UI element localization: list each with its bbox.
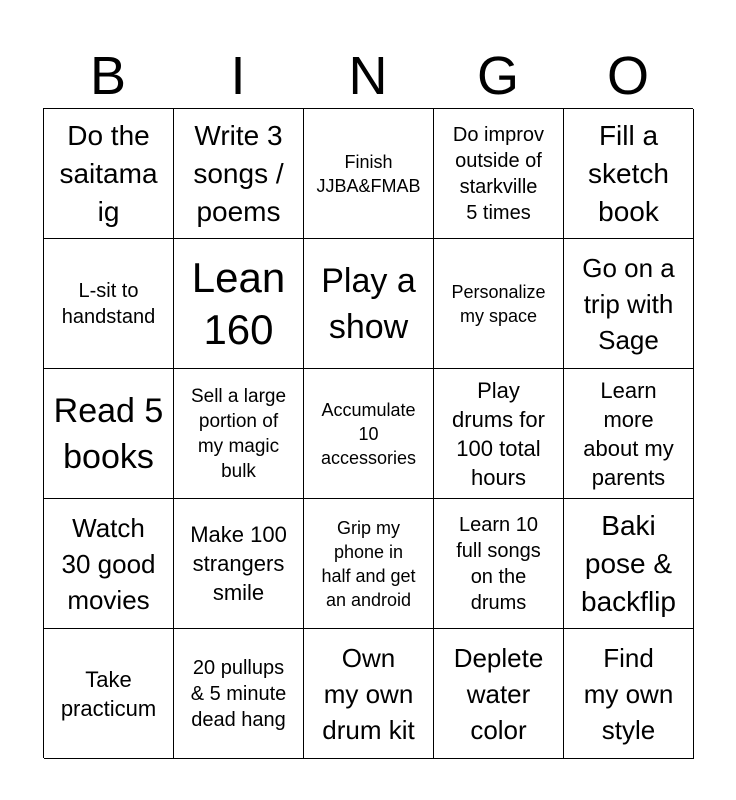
- cell-text: Grip my phone in half and get an android: [321, 517, 416, 610]
- bingo-cell: [434, 499, 564, 629]
- bingo-cell: [174, 629, 304, 759]
- bingo-cell: [304, 369, 434, 499]
- bingo-cell: [564, 239, 694, 369]
- cell-text: Find my own style: [583, 642, 674, 745]
- bingo-cell: [44, 499, 174, 629]
- cell-text: Read 5 books: [53, 391, 164, 476]
- bingo-cell: [304, 109, 434, 239]
- cell-text: Personalize my space: [451, 281, 546, 326]
- bingo-cell: [44, 239, 174, 369]
- header-letter-g: G: [476, 46, 519, 106]
- cell-text: Own my own drum kit: [322, 642, 415, 745]
- cell-text: Deplete water color: [453, 642, 544, 745]
- cell-text: Finish JJBA&FMAB: [316, 151, 421, 196]
- cell-text: Lean 160: [191, 253, 286, 353]
- bingo-cell: [564, 109, 694, 239]
- bingo-cell: [174, 369, 304, 499]
- cell-text: Fill a sketch book: [588, 119, 669, 227]
- cell-text: Make 100 strangers smile: [190, 522, 287, 605]
- cell-text: Do improv outside of starkville 5 times: [452, 123, 545, 224]
- cell-text: Play a show: [321, 261, 416, 346]
- header-letter-n: N: [348, 46, 388, 106]
- bingo-cell: [44, 629, 174, 759]
- bingo-cell: [304, 499, 434, 629]
- bingo-cell: [174, 499, 304, 629]
- bingo-cell: [434, 369, 564, 499]
- cell-text: L-sit to handstand: [61, 279, 156, 328]
- cell-text: Write 3 songs / poems: [193, 119, 284, 227]
- bingo-cell: [564, 369, 694, 499]
- cell-text: Watch 30 good movies: [61, 512, 156, 615]
- bingo-cell: [174, 239, 304, 369]
- cell-text: Learn more about my parents: [583, 377, 674, 490]
- header-letter-o: O: [606, 46, 649, 106]
- cell-text: Accumulate 10 accessories: [320, 399, 417, 468]
- bingo-cell: [434, 239, 564, 369]
- bingo-cell: [44, 369, 174, 499]
- bingo-cell: [434, 629, 564, 759]
- bingo-cell: [564, 499, 694, 629]
- bingo-cell: [434, 109, 564, 239]
- cell-text: Go on a trip with Sage: [582, 252, 675, 355]
- bingo-cell: [304, 629, 434, 759]
- cell-text: Sell a large portion of my magic bulk: [190, 385, 287, 482]
- bingo-cell: [44, 109, 174, 239]
- bingo-header: [43, 44, 693, 108]
- bingo-cell: [304, 239, 434, 369]
- cell-text: 20 pullups & 5 minute dead hang: [190, 656, 287, 731]
- cell-text: Baki pose & backflip: [581, 509, 676, 617]
- cell-text: Take practicum: [60, 666, 157, 721]
- bingo-board: [43, 108, 693, 758]
- cell-text: Do the saitama ig: [59, 119, 158, 227]
- header-letter-b: B: [89, 46, 127, 106]
- cell-text: Play drums for 100 total hours: [452, 377, 545, 490]
- cell-text: Learn 10 full songs on the drums: [456, 513, 541, 614]
- bingo-cell: [174, 109, 304, 239]
- bingo-cell: [564, 629, 694, 759]
- header-letter-i: I: [230, 46, 246, 106]
